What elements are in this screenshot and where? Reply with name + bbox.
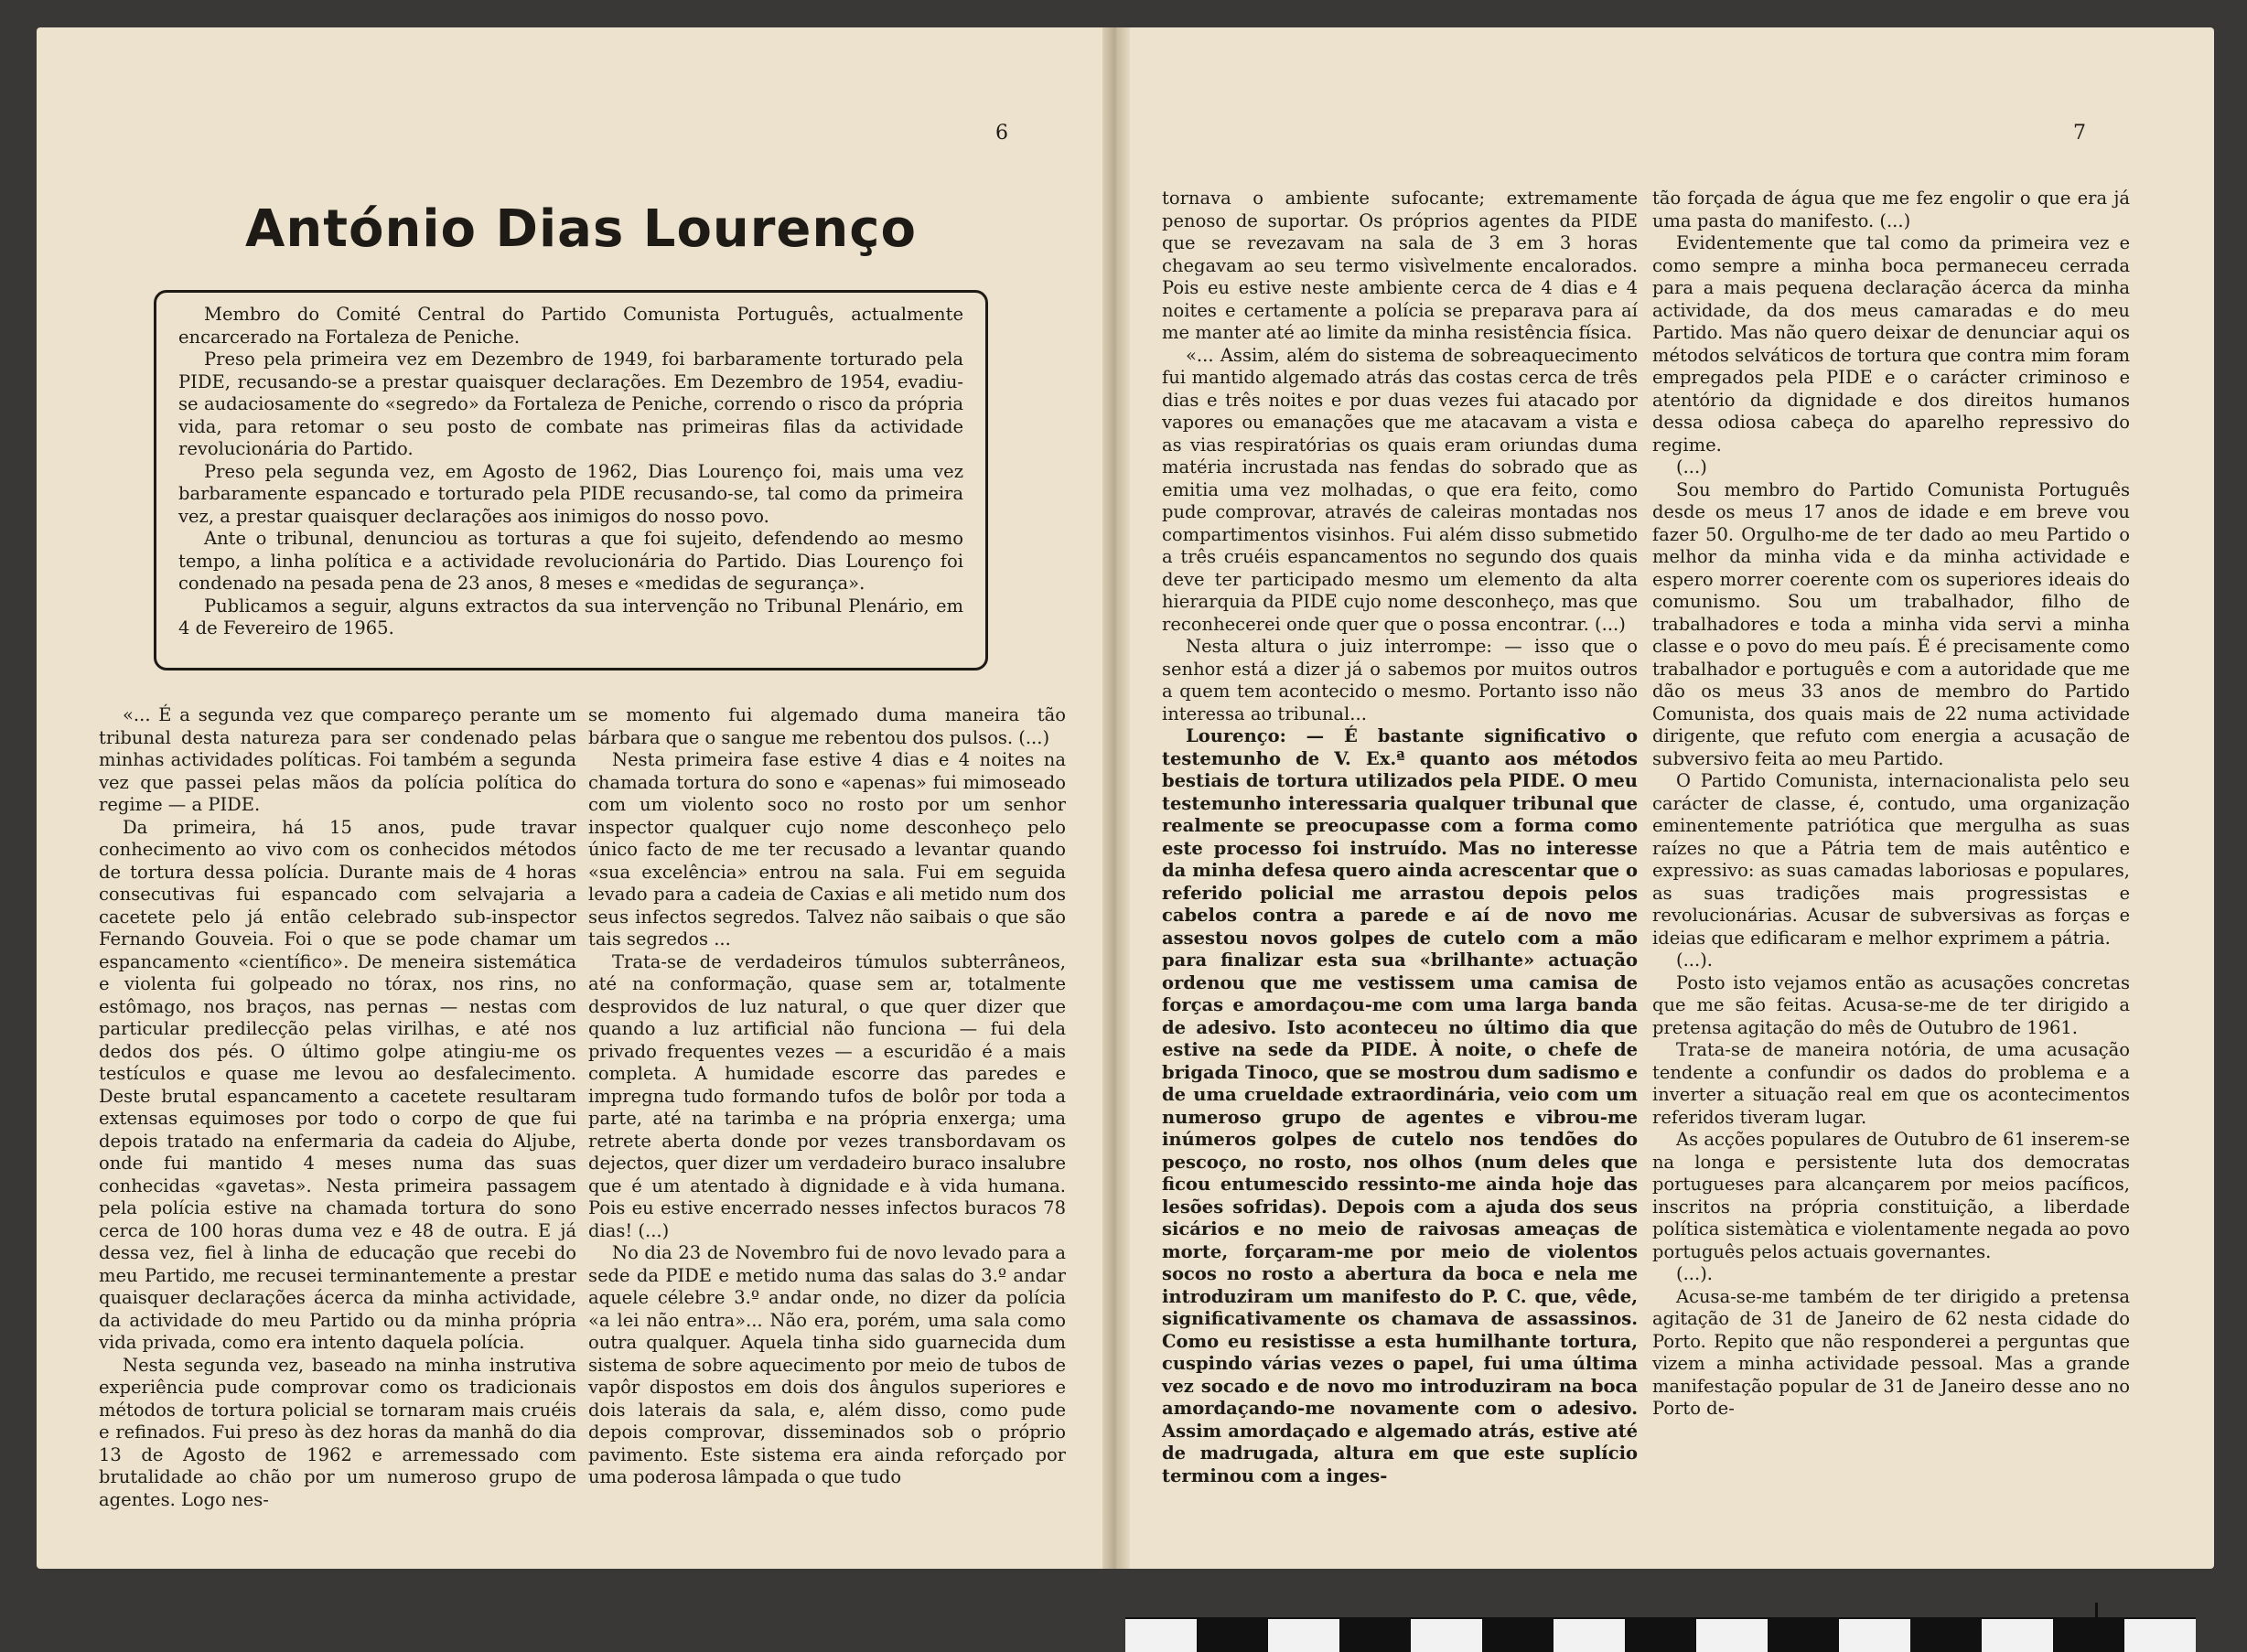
body-paragraph: As acções populares de Outubro de 61 inserem-se na longa e persistente luta dos democratas portugueses para alcançarem por meios pacíficos, inscritos na própria constituição, a liberdade política sistemàtica e violentamente negada ao povo português pelos actuais governantes. — [1652, 1129, 2130, 1262]
body-paragraph: Acusa-se-me também de ter dirigido a pretensa agitação de 31 de Janeiro de 62 nesta cidade do Porto. Repito que não responderei a perguntas que vizem a minha actividade pessoal. Mas a grande manifestação popular de 31 de Janeiro desse ano no Porto de- — [1652, 1285, 2130, 1419]
body-paragraph: Posto isto vejamos então as acusações concretas que me são feitas. Acusa-se-me de ter dirigido a pretensa agitação do mês de Outubro de 1961. — [1652, 971, 2130, 1038]
text-column-4 — [1652, 188, 2130, 1421]
intro-paragraph: Membro do Comité Central do Partido Comunista Português, actualmente encarcerado na Fortaleza de Peniche. — [178, 304, 963, 348]
body-paragraph: Nesta primeira fase estive 4 dias e 4 noites na chamada tortura do sono e «apenas» fui mimoseado com um violento soco no rosto por um senhor inspector qualquer cujo nome desconheço pelo único facto de me ter recusado a levantar quando «sua excelência» entrou na sala. Fui em seguida levado para a cadeia de Caxias e ali metido num dos seus infectos segredos. Talvez não saibais o que são tais segredos ... — [588, 749, 1066, 949]
intro-paragraph: Preso pela primeira vez em Dezembro de 1949, foi barbaramente torturado pela PIDE, recusando-se a prestar quaisquer declarações. Em Dezembro de 1954, evadiu-se audaciosamente do «segredo» da Fortaleza de Peniche, correndo o risco da própria vida, para retomar o seu posto de combate nas primeiras filas da actividade revolucionária do Partido. — [178, 349, 963, 459]
book-gutter — [1102, 27, 1130, 1569]
body-paragraph: tornava o ambiente sufocante; extremamente penoso de suportar. Os próprios agentes da PIDE que se revezavam na sala de 3 em 3 horas chegavam ao seu termo visìvelmente encalorados. Pois eu estive neste ambiente cerca de 4 dias e 4 noites e certamente a polícia se preparava para aí me manter até ao limite da minha resistência física. — [1162, 188, 1638, 343]
body-paragraph: Lourenço: — É bastante significativo o testemunho de V. Ex.ª quanto aos métodos bestiais de tortura utilizados pela PIDE. O meu testemunho interessaria qualquer tribunal que realmente se preocupasse com a forma como este processo foi instruído. Mas no interesse da minha defesa quero ainda acrescentar que o referido policial me arrastou depois pelos cabelos contra a parede e aí de novo me assestou novos golpes de cutelo com a mão para finalizar esta sua «brilhante» actuação ordenou que me vestissem uma camisa de forças e amordaçou-me com uma larga banda de adesivo. Isto aconteceu no último dia que estive na sede da PIDE. À noite, o chefe de brigada Tinoco, que se mostrou dum sadismo e de uma crueldade extraordinária, veio com um numeroso grupo de agentes e vibrou-me inúmeros golpes de cutelo nos tendões do pescoço, no rosto, nos olhos (num deles que ficou entumescido ressinto-me ainda hoje das lesões sofridas). Depois com a ajuda dos seus sicários e no meio de raivosas ameaças de morte, forçaram-me por meio de violentos socos no rosto a abertura da boca e nela me introduziram um manifesto do P. C. que, vêde, significativamente os chamava de assassinos. Como eu resistisse a esta humilhante tortura, cuspindo várias vezes o papel, fui uma última vez socado e de novo mo introduziram na boca amordaçando-me novamente com o adesivo. Assim amordaçado e algemado atrás, estive até de madrugada, altura em que este suplício terminou com a inges- — [1162, 725, 1638, 1486]
intro-paragraph: Preso pela segunda vez, em Agosto de 1962, Dias Lourenço foi, mais uma vez barbaramente espancado e torturado pela PIDE recusando-se, tal como da primeira vez, a prestar quaisquer declarações aos inimigos do nosso povo. — [178, 460, 963, 527]
body-paragraph: tão forçada de água que me fez engolir o que era já uma pasta do manifesto. (...) — [1652, 188, 2130, 231]
body-paragraph: «... Assim, além do sistema de sobreaquecimento fui mantido algemado atrás das costas cerca de três dias e três noites e por duas vezes fui atacado por vapores ou emanações que me atacavam a vista e as vias respiratórias os quais eram oriundas duma matéria incrustada nas fendas do sobrado que as emitia uma vez molhadas, o que era feito, como pude comprovar, através de caleiras montadas nos compartimentos visinhos. Fui além disso submetido a três cruéis espancamentos no segundo dos quais deve ter participado mesmo um elemento da alta hierarquia da PIDE cujo nome desconheço, mas que reconhecerei onde quer que o possa encontrar. (...) — [1162, 344, 1638, 635]
intro-box — [154, 290, 988, 670]
text-column-3 — [1162, 188, 1638, 1487]
article-title: António Dias Lourenço — [245, 199, 917, 259]
text-column-2 — [588, 704, 1066, 1489]
body-paragraph: Trata-se de verdadeiros túmulos subterrâneos, até na conformação, quase sem ar, totalmente desprovidos de luz natural, o que quer dizer que quando a luz artificial não funciona — fui dela privado frequentes vezes — a escuridão é a mais completa. A humidade escorre das paredes e impregna tudo formando tufos de bolôr por toda a parte, até na tarimba e na própria enxerga; uma retrete aberta donde por vezes transbordavam os dejectos, quer dizer um verdadeiro buraco insalubre que é um atentado à dignidade e à vida humana. Pois eu estive encerrado nesses infectos buracos 78 dias! (...) — [588, 950, 1066, 1241]
body-paragraph: No dia 23 de Novembro fui de novo levado para a sede da PIDE e metido numa das salas do 3.º andar aquele célebre 3.º andar onde, no dizer da polícia «a lei não entra»... Não era, porém, uma sala como outra qualquer. Aquela tinha sido guarnecida dum sistema de sobre aquecimento por meio de tubos de vapôr dispostos em dois dos ângulos superiores e dois laterais da sala, e, além disso, como pude depois comprovar, disseminados sob o próprio pavimento. Este sistema era ainda reforçado por uma poderosa lâmpada o que tudo — [588, 1242, 1066, 1487]
ruler-tick — [2095, 1603, 2098, 1619]
body-paragraph: Nesta segunda vez, baseado na minha instrutiva experiência pude comprovar como os tradicionais métodos de tortura policial se tornaram mais cruéis e refinados. Fui preso às dez horas da manhã do dia 13 de Agosto de 1962 e arremessado com brutalidade ao chão por um numeroso grupo de agentes. Logo nes- — [99, 1354, 576, 1510]
body-paragraph: O Partido Comunista, internacionalista pelo seu carácter de classe, é, contudo, uma organização eminentemente patriótica que mergulha as suas raízes no que a Pátria tem de mais autêntico e expressivo: as suas camadas laboriosas e populares, as suas tradições mais progressistas e revolucionárias. Acusar de subversivas as forças e ideias que edificaram e melhor exprimem a pátria. — [1652, 770, 2130, 949]
body-paragraph: Evidentemente que tal como da primeira vez e como sempre a minha boca permaneceu cerrada para a mais pequena declaração ácerca da minha actividade, da dos meus camaradas e do meu Partido. Mas não quero deixar de denunciar aqui os métodos selváticos de tortura que contra mim foram empregados pela PIDE e o carácter criminoso e atentório da dignidade e dos direitos humanos dessa odiosa cabeça do aparelho repressivo do regime. — [1652, 232, 2130, 456]
body-paragraph: «... É a segunda vez que compareço perante um tribunal desta natureza para ser condenado pelas minhas actividades políticas. Foi também a segunda vez que passei pelas mãos da polícia política do regime — a PIDE. — [99, 704, 576, 815]
scale-ruler — [1125, 1617, 2196, 1652]
ellipsis-paragraph: (...). — [1676, 949, 1714, 971]
body-paragraph: Da primeira, há 15 anos, pude travar conhecimento ao vivo com os conhecidos métodos de tortura dessa polícia. Durante mais de 4 horas consecutivas fui espancado com selvajaria a cacetete pelo já então celebrado sub-inspector Fernando Gouveia. Foi o que se pode chamar um espancamento «científico». De meneira sistemática e violenta fui golpeado no tórax, nos rins, no estômago, nos braços, nas pernas — nestas com particular predilecção pelas virilhas, e até nos dedos dos pés. O último golpe atingiu-me os testículos e quase me levou ao desfalecimento. Deste brutal espancamento a cacetete resultaram extensas equimoses por todo o corpo de que fui depois tratado na enfermaria da cadeia do Aljube, onde fui mantido 4 meses numa das suas conhecidas «gavetas». Nesta primeira passagem pela polícia estive na chamada tortura do sono cerca de 100 horas duma vez e 48 de outra. E já dessa vez, fiel à linha de educação que recebi do meu Partido, me recusei terminantemente a prestar quaisquer declarações ácerca da minha actividade, da actividade do meu Partido ou da minha própria vida privada, como era intento daquela polícia. — [99, 816, 576, 1353]
text-column-1 — [99, 704, 576, 1511]
intro-paragraph: Ante o tribunal, denunciou as torturas a que foi sujeito, defendendo ao mesmo tempo, a linha política e a actividade revolucionária do Partido. Dias Lourenço foi condenado na pesada pena de 23 anos, 8 meses e «medidas de segurança». — [178, 528, 963, 594]
ellipsis-paragraph: (...) — [1676, 456, 1707, 477]
body-paragraph: Nesta altura o juiz interrompe: — isso que o senhor está a dizer já o sabemos por muitos outros a quem tem acontecido o mesmo. Portanto isso não interessa ao tribunal... — [1162, 636, 1638, 724]
body-paragraph: Trata-se de maneira notória, de uma acusação tendente a confundir os dados do problema e a inverter a situação real em que os acontecimentos referidos tiveram lugar. — [1652, 1039, 2130, 1128]
page-number-left: 6 — [995, 122, 1008, 145]
intro-paragraph: Publicamos a seguir, alguns extractos da sua intervenção no Tribunal Plenário, em 4 de Fevereiro de 1965. — [178, 595, 963, 638]
ellipsis-paragraph: (...). — [1676, 1263, 1714, 1284]
page-number-right: 7 — [2073, 122, 2086, 145]
body-paragraph: se momento fui algemado duma maneira tão bárbara que o sangue me rebentou dos pulsos. (...) — [588, 704, 1066, 748]
body-paragraph: Sou membro do Partido Comunista Português desde os meus 17 anos de idade e em breve vou fazer 50. Orgulho-me de ter dado ao meu Partido o melhor da minha vida e da minha actividade e espero morrer coerente com os superiores ideais do comunismo. Sou um trabalhador, filho de trabalhadores e toda a minha vida servi a minha classe e o povo do meu país. É é precisamente como trabalhador e português e com a autoridade que me dão os meus 33 anos de membro do Partido Comunista, dos quais mais de 22 numa actividade dirigente, que refuto com energia a acusação de subversivo feita ao meu Partido. — [1652, 478, 2130, 769]
